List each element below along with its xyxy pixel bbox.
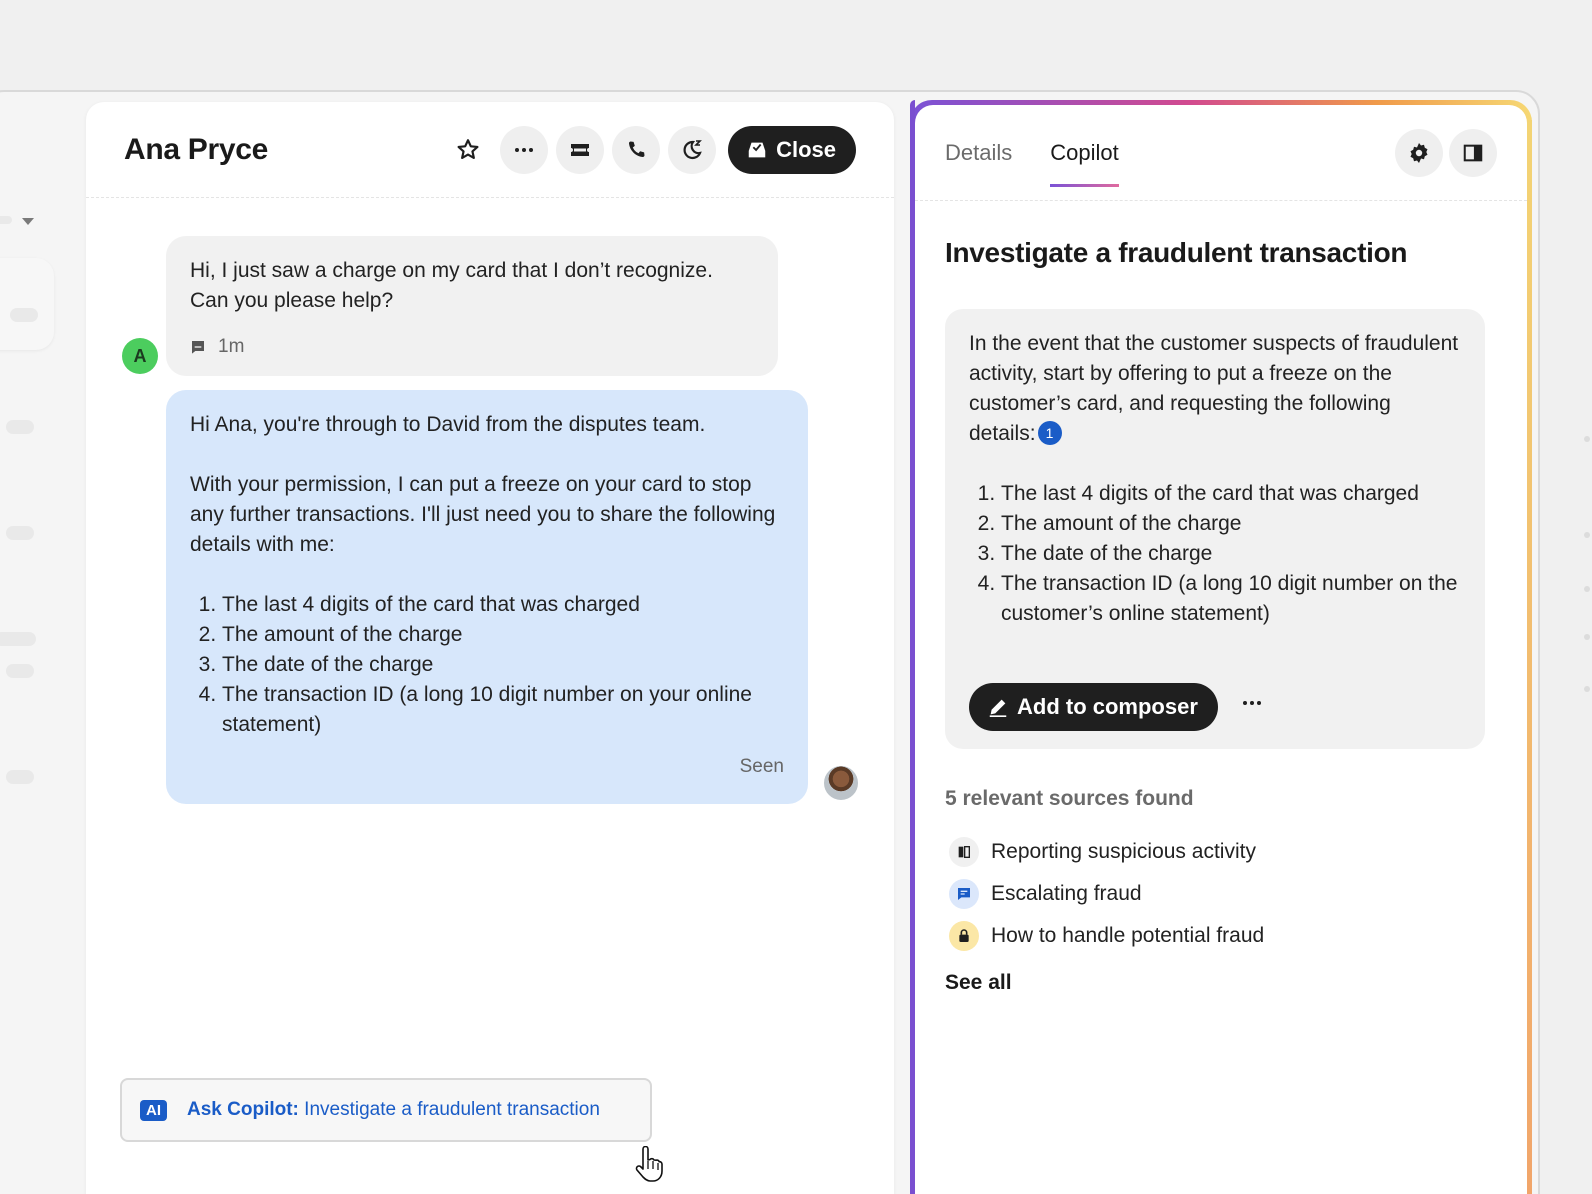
list-item: 4. The transaction ID (a long 10 digit number on the customer’s online statement)	[1001, 569, 1461, 629]
copilot-details-list	[969, 479, 1461, 629]
edge-dot	[1584, 436, 1590, 442]
list-item: 4. The transaction ID (a long 10 digit number on your online statement)	[222, 680, 784, 740]
hand-cursor-icon	[634, 1146, 664, 1182]
ask-copilot-query: Investigate a fraudulent transaction	[304, 1099, 600, 1120]
add-to-composer-button[interactable]	[969, 683, 1218, 731]
sidebar-placeholder	[6, 664, 34, 678]
sidebar-placeholder	[10, 308, 38, 322]
snooze-button[interactable]	[668, 126, 716, 174]
conversation-header	[86, 102, 894, 198]
ellipsis-icon	[512, 138, 536, 162]
sidebar-card-placeholder	[0, 258, 54, 350]
source-item[interactable]	[949, 915, 1264, 957]
gear-icon	[1407, 141, 1431, 165]
settings-button[interactable]	[1395, 129, 1443, 177]
customer-message	[166, 236, 778, 376]
pencil-icon	[987, 696, 1009, 718]
ask-copilot-prefix: Ask Copilot:	[187, 1099, 299, 1120]
ask-copilot-suggestion[interactable]	[120, 1078, 652, 1142]
sidebar-placeholder	[6, 420, 34, 434]
agent-details-list	[190, 590, 784, 740]
ticket-icon	[568, 138, 592, 162]
sidebar-panel-icon	[1462, 142, 1484, 164]
conversation-actions	[444, 126, 856, 174]
edge-dot	[1584, 686, 1590, 692]
conversation-panel	[86, 102, 894, 1194]
star-button[interactable]	[444, 126, 492, 174]
book-icon	[949, 837, 979, 867]
lock-icon	[949, 921, 979, 951]
copilot-header-actions	[1395, 129, 1497, 177]
chat-icon	[949, 879, 979, 909]
list-item: 1. The last 4 digits of the card that was charged	[1001, 479, 1461, 509]
source-label: How to handle potential fraud	[991, 924, 1265, 947]
list-item: 3. The date of the charge	[1001, 539, 1461, 569]
edge-dot	[1584, 586, 1590, 592]
source-label: Reporting suspicious activity	[991, 840, 1256, 863]
sidebar-placeholder	[6, 526, 34, 540]
copilot-answer-text: In the event that the customer suspects of fraudulent activity, start by offering to put a freeze on the customer’s card, and requesting the following details:	[969, 332, 1459, 445]
more-options-button[interactable]	[500, 126, 548, 174]
tab-details[interactable]: Details	[945, 139, 1013, 165]
conversation-title: Ana Pryce	[124, 132, 269, 166]
list-item: 2. The amount of the charge	[222, 620, 784, 650]
sources-list	[949, 831, 1264, 957]
tab-copilot[interactable]: Copilot	[1050, 139, 1119, 165]
copilot-answer-card	[945, 309, 1485, 749]
agent-avatar	[822, 764, 860, 802]
customer-message-meta	[190, 332, 754, 362]
close-button-label: Close	[776, 136, 836, 162]
agent-message-intro: Hi Ana, you're through to David from the disputes team.	[190, 413, 706, 436]
list-item: 2. The amount of the charge	[1001, 509, 1461, 539]
ai-badge: AI	[140, 1100, 167, 1121]
agent-message-body: With your permission, I can put a freeze on your card to stop any further transactions. I'll just need you to share the following details with me:	[190, 473, 776, 556]
sidebar-placeholder	[0, 216, 12, 224]
answer-more-button[interactable]	[1240, 691, 1264, 723]
chevron-down-icon[interactable]	[22, 218, 34, 225]
source-label: Escalating fraud	[991, 882, 1142, 905]
seen-status: Seen	[739, 756, 784, 777]
customer-message-line-1: Hi, I just saw a charge on my card that I don’t recognize.	[190, 259, 713, 282]
agent-message	[166, 390, 808, 804]
star-icon	[455, 137, 481, 163]
add-to-composer-label: Add to composer	[1017, 694, 1198, 719]
sidebar-placeholder	[6, 770, 34, 784]
phone-icon	[624, 138, 648, 162]
edge-dot	[1584, 634, 1590, 640]
toggle-sidebar-button[interactable]	[1449, 129, 1497, 177]
snooze-moon-icon	[680, 138, 704, 162]
source-item[interactable]	[949, 873, 1264, 915]
copilot-header	[915, 105, 1527, 201]
customer-message-line-2: Can you please help?	[190, 289, 394, 312]
ticket-button[interactable]	[556, 126, 604, 174]
copilot-panel	[915, 105, 1527, 1194]
list-item: 3. The date of the charge	[222, 650, 784, 680]
citation-badge[interactable]: 1	[1038, 421, 1062, 445]
answer-actions	[969, 683, 1264, 731]
customer-avatar: A	[122, 338, 158, 374]
message-time: 1m	[218, 336, 245, 357]
inbox-close-icon	[746, 139, 768, 161]
sources-title: 5 relevant sources found	[945, 787, 1194, 810]
source-item[interactable]	[949, 831, 1264, 873]
call-button[interactable]	[612, 126, 660, 174]
copilot-title: Investigate a fraudulent transaction	[945, 237, 1408, 268]
close-conversation-button[interactable]	[728, 126, 856, 174]
list-item: 1. The last 4 digits of the card that was charged	[222, 590, 784, 620]
sidebar-placeholder	[0, 632, 36, 646]
see-all-link[interactable]: See all	[945, 971, 1012, 994]
copilot-panel-border	[910, 100, 1532, 1194]
chat-channel-icon	[190, 339, 206, 355]
ellipsis-icon	[1240, 691, 1264, 715]
edge-dot	[1584, 532, 1590, 538]
